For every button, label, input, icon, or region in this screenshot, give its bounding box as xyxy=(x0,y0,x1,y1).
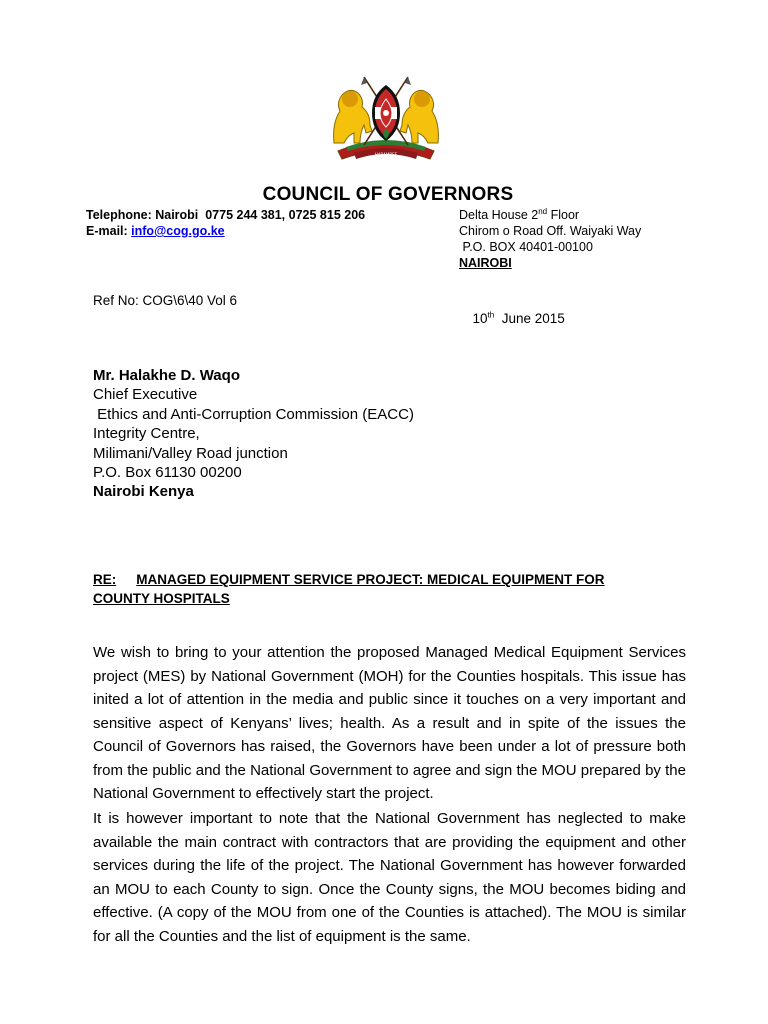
recipient-line-1: Chief Executive xyxy=(93,386,198,404)
address-line-1 xyxy=(459,207,579,224)
date-sup: th xyxy=(487,310,495,320)
subject-title-1: MANAGED EQUIPMENT SERVICE PROJECT: MEDICAL EQUIPMENT FOR xyxy=(136,572,605,587)
recipient-line-4: Milimani/Valley Road junction xyxy=(93,444,288,462)
subject-line-1 xyxy=(93,570,605,589)
address-line-2: Chirom o Road Off. Waiyaki Way xyxy=(459,224,642,238)
subject-re: RE: xyxy=(93,572,117,587)
telephone-line: Telephone: Nairobi 0775 244 381, 0725 815 206 xyxy=(86,208,366,222)
address-line-1-sup: nd xyxy=(538,206,548,216)
coat-of-arms-emblem xyxy=(320,73,452,165)
date-day: 10 xyxy=(472,311,488,326)
emblem-motto: HARAMBEE xyxy=(374,152,398,157)
address-line-1-post: Floor xyxy=(547,208,580,222)
letter-date xyxy=(465,292,565,328)
recipient-line-6: Nairobi Kenya xyxy=(93,483,194,501)
recipient-line-2: Ethics and Anti-Corruption Commission (EACC) xyxy=(93,405,414,423)
email-label: E-mail: xyxy=(86,224,132,238)
body-paragraph-1: We wish to bring to your attention the proposed Managed Medical Equipment Services project (MES) by National Government (MOH) for the Counties hospitals. This issue has inited a lot of attention in the media and public since it touches on a very important and sensitive aspect of Kenyans’ lives; health. As a result and in spite of the issues the Council of Governors has raised, the Governors have been under a lot of pressure both from the public and the National Government to agree and sign the MOU prepared by the National Government to effectively start the project. xyxy=(93,644,686,802)
subject-line-2: COUNTY HOSPITALS xyxy=(93,591,230,606)
email-link[interactable]: info@cog.go.ke xyxy=(131,224,225,238)
recipient-name: Mr. Halakhe D. Waqo xyxy=(93,367,240,384)
date-rest: June 2015 xyxy=(494,311,565,326)
address-line-3: P.O. BOX 40401-00100 xyxy=(459,240,593,254)
recipient-block xyxy=(93,366,414,502)
recipient-line-5: P.O. Box 61130 00200 xyxy=(93,464,242,482)
reference-number: Ref No: COG\6\40 Vol 6 xyxy=(93,293,238,308)
recipient-line-3: Integrity Centre, xyxy=(93,425,200,443)
org-title: COUNCIL OF GOVERNORS xyxy=(262,184,514,205)
address-line-1-pre: Delta House 2 xyxy=(459,208,539,222)
body-paragraph-2: It is however important to note that the National Government has neglected to make available the main contract with contractors that are providing the equipment and other services during the life of the project. The National Government has however forwarded an MOU to each County to sign. Once the County signs, the MOU becomes biding and effective. (A copy of the MOU from one of the Counties is attached). The MOU is similar for all the Counties and the list of equipment is the same. xyxy=(93,810,686,945)
address-line-4: NAIROBI xyxy=(459,256,512,270)
email-line xyxy=(86,223,225,240)
